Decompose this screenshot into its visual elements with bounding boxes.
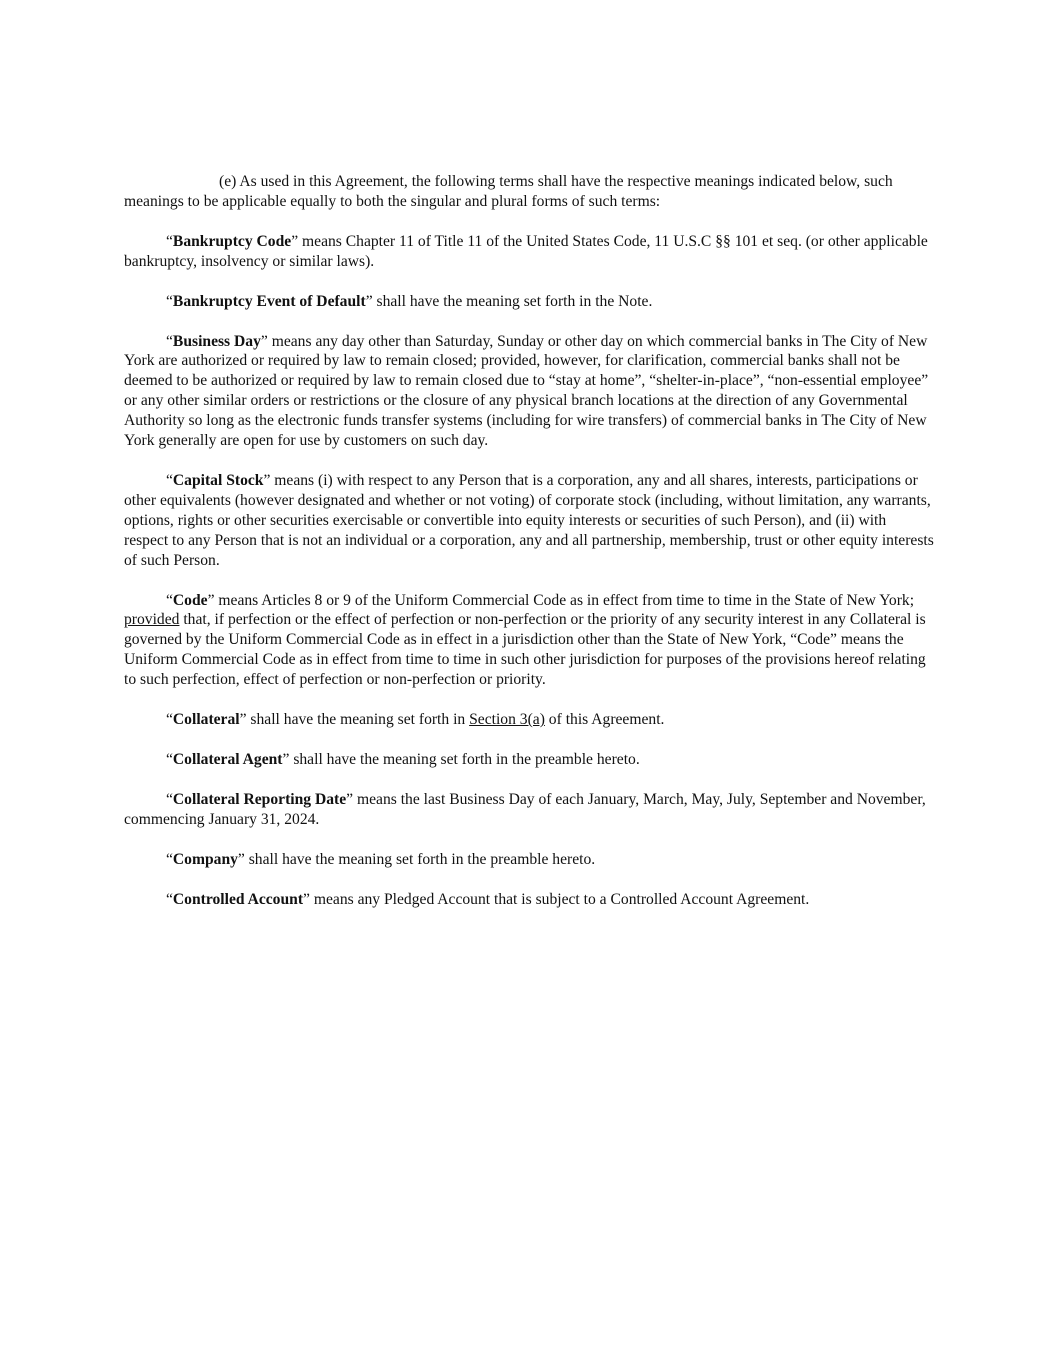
definition-text: means Articles 8 or 9 of the Uniform Commercial Code as in effect from time to time in the State of New York;	[214, 591, 915, 609]
open-quote: “	[166, 750, 173, 768]
open-quote: “	[166, 471, 173, 489]
definition-text: shall have the meaning set forth in the Note.	[372, 292, 653, 310]
close-quote: ”	[346, 790, 354, 808]
provided-underlined: provided	[124, 611, 180, 629]
term-collateral-agent: Collateral Agent	[172, 750, 283, 768]
definition-collateral-reporting-date	[124, 790, 934, 830]
term-bankruptcy-event-of-default: Bankruptcy Event of Default	[172, 292, 366, 310]
close-quote: ”	[239, 711, 247, 729]
close-quote: ”	[260, 332, 268, 350]
close-quote: ”	[282, 750, 290, 768]
definition-text-continued: of this Agreement.	[544, 711, 665, 729]
term-company: Company	[172, 850, 238, 868]
definition-text: means the last Business Day of each January, March, May, July, September and November, commencing January 31, 2024.	[124, 790, 926, 828]
document-body	[124, 172, 934, 929]
open-quote: “	[166, 292, 173, 310]
open-quote: “	[166, 890, 173, 908]
definition-text: means Chapter 11 of Title 11 of the United States Code, 11 U.S.C §§ 101 et seq. (or other applicable bankruptcy, insolvency or similar laws).	[124, 232, 928, 270]
close-quote: ”	[365, 292, 373, 310]
definition-collateral	[124, 710, 934, 730]
close-quote: ”	[207, 591, 215, 609]
open-quote: “	[166, 332, 173, 350]
term-code: Code	[172, 591, 208, 609]
definition-text: shall have the meaning set forth in the preamble hereto.	[244, 850, 596, 868]
term-controlled-account: Controlled Account	[172, 890, 304, 908]
definition-collateral-agent	[124, 750, 934, 770]
definition-business-day	[124, 332, 934, 451]
open-quote: “	[166, 711, 173, 729]
term-collateral-reporting-date: Collateral Reporting Date	[172, 790, 347, 808]
close-quote: ”	[263, 471, 271, 489]
definition-text: means any day other than Saturday, Sunday or other day on which commercial banks in The City of New York are authorized or required by law to remain closed; provided, however, for clarification, commercial banks shall not be deemed to be authorized or required by law to remain closed due to “stay at home”, “shelter-in-place”, “non-essential employee” or any other similar orders or restrictions or the closure of any physical branch locations at the direction of any Governmental Authority so long as the electronic funds transfer systems (including for wire transfers) of commercial banks in The City of New York generally are open for use by customers on such day.	[124, 332, 929, 450]
close-quote: ”	[303, 890, 310, 908]
definition-text-continued: that, if perfection or the effect of perfection or non-perfection or the priority of any security interest in any Collateral is governed by the Uniform Commercial Code as in effect in a jurisdiction other than the State of New York, “Code” means the Uniform Commercial Code as in effect from time to time in such other jurisdiction for purposes of the provisions hereof relating to such perfection, effect of perfection or non-perfection or priority.	[124, 611, 926, 689]
definition-bankruptcy-code	[124, 232, 934, 272]
section-3a-reference: Section 3(a)	[469, 711, 545, 729]
open-quote: “	[166, 232, 173, 250]
close-quote: ”	[291, 232, 299, 250]
open-quote: “	[166, 790, 173, 808]
open-quote: “	[166, 591, 173, 609]
definition-capital-stock	[124, 471, 934, 571]
open-quote: “	[166, 850, 173, 868]
close-quote: ”	[237, 850, 245, 868]
definition-text: means any Pledged Account that is subject to a Controlled Account Agreement.	[309, 890, 810, 908]
definition-company	[124, 850, 934, 870]
intro-paragraph	[124, 172, 934, 212]
definition-text: shall have the meaning set forth in	[246, 711, 470, 729]
definition-bankruptcy-event-of-default	[124, 292, 934, 312]
term-bankruptcy-code: Bankruptcy Code	[172, 232, 292, 250]
definition-code	[124, 591, 934, 691]
definition-controlled-account	[124, 890, 934, 910]
term-capital-stock: Capital Stock	[172, 471, 264, 489]
intro-text: (e) As used in this Agreement, the following terms shall have the respective meanings indicated below, such meanings to be applicable equally to both the singular and plural forms of such terms:	[124, 173, 893, 210]
term-business-day: Business Day	[172, 332, 261, 350]
term-collateral: Collateral	[172, 711, 240, 729]
definition-text: shall have the meaning set forth in the preamble hereto.	[289, 750, 640, 768]
definition-text: means (i) with respect to any Person that is a corporation, any and all shares, interests, participations or other equivalents (however designated and whether or not voting) of corporate stock (including, without limitation, any warrants, options, rights or other securities exercisable or convertible into equity interests or securities of such Person), and (ii) with respect to any Person that is not an individual or a corporation, any and all partnership, membership, trust or other equity interests of such Person.	[124, 471, 934, 569]
